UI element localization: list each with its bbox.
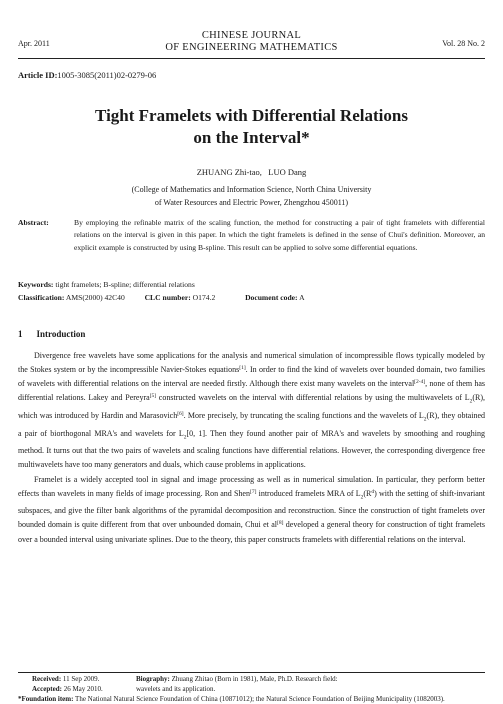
- footnote-row-2: [18, 684, 485, 694]
- text-run: Framelet is a widely accepted tool in signal and image processing as well as in numerical simulation. In particular, they perform better effects than wavelets in many fields of image processing. Ron and Shen: [18, 474, 485, 498]
- received-label: Received:: [32, 675, 62, 683]
- citation[interactable]: [2-4]: [414, 379, 426, 386]
- subscript: 2: [469, 398, 473, 405]
- doc-code-value: A: [299, 293, 305, 302]
- abstract-label: Abstract:: [18, 218, 49, 227]
- title-line1: Tight Framelets with Differential Relations: [95, 106, 408, 125]
- text-run: [0, 1]. Then they found another pair of MRA's and wavelets by smoothing and roughing method. It turns out that the two pairs of wavelets and scaling functions have differential relations. However, the corresponding divergence free multiwavelets have too many generators and duals, which cause problems in applications.: [18, 428, 485, 470]
- article-id-value: 1005-3085(2011)02-0279-06: [57, 70, 157, 80]
- received: [18, 674, 136, 684]
- body-text: [18, 349, 485, 547]
- paper-title: [0, 105, 503, 149]
- text-run: . In order to find the kind of wavelets over bounded domain, two families of wavelets with differential relations on the interval are needed firstly. Although there exist many wavelets on the interval: [18, 365, 486, 389]
- section-title: Introduction: [36, 329, 86, 339]
- section-number: 1: [18, 329, 23, 339]
- text-run: ) with the setting of shift-invariant subspaces, and give the filter bank algorithms of the pyramidal decomposition and reconstruction. Since the construction of tight framelets over bounded domain is quite different from that over unbounded domain, Chui et al: [18, 488, 486, 530]
- text-run: (R: [363, 488, 372, 498]
- accepted-value: 26 May 2010.: [63, 685, 103, 693]
- text-run: , none of them has differential relations. Lakey and Pereyra: [18, 379, 486, 403]
- title-line2: on the Interval*: [193, 128, 310, 147]
- journal-name: [0, 30, 503, 54]
- keywords: [18, 280, 195, 289]
- authors: ZHUANG Zhi-tao, LUO Dang: [196, 167, 307, 177]
- citation[interactable]: [1]: [239, 365, 246, 372]
- citation[interactable]: [5]: [149, 393, 157, 400]
- footnote-row-1: [18, 674, 485, 684]
- biography-continued: wavelets and its application.: [136, 685, 216, 693]
- subscript: 2: [183, 434, 187, 441]
- affiliation-line1: (College of Mathematics and Information Science, North China University: [131, 185, 372, 194]
- citation[interactable]: [6]: [177, 410, 184, 417]
- header-volume: Vol. 28 No. 2: [442, 39, 485, 48]
- text-run: introduced framelets MRA of L: [256, 488, 361, 498]
- abstract: [18, 217, 485, 254]
- text-run: developed a general theory for construction of tight framelets over a bounded interval using univariate splines. Due to the theory, this paper constructs framelets with differential relations on the interval.: [18, 520, 485, 544]
- biography-value: Zhuang Zhitao (Born in 1981), Male, Ph.D. Research field:: [171, 675, 338, 683]
- text-run: (R), they obtained a pair of biorthogonal MRA's and wavelets for L: [18, 410, 486, 438]
- affiliation: [0, 183, 503, 209]
- keywords-value: tight framelets; B-spline; differential relations: [55, 280, 195, 289]
- foundation-value: The National Natural Science Foundation of China (10871012); the Natural Science Foundation of Beijing Municipality (1082003).: [75, 695, 445, 703]
- accepted: [18, 684, 136, 694]
- header-date: Apr. 2011: [18, 39, 50, 48]
- affiliation-line2: of Water Resources and Electric Power, Zhengzhou 450011): [154, 198, 349, 207]
- abstract-text: By employing the refinable matrix of the scaling function, the method for constructing a pair of tight framelets with differential relations on the interval is given in this paper. In which the tight framelets is defined in the sense of Chui's definition. Moreover, an explicit example is constructed by using B-spline. This result can be applied to solve some differential equations.: [74, 218, 485, 252]
- superscript: d: [371, 488, 375, 495]
- text-run: constructed wavelets on the interval with differential relations by using the multiwavelets of L: [156, 393, 470, 403]
- foundation-label: *Foundation item:: [18, 695, 74, 703]
- journal-name-line2: OF ENGINEERING MATHEMATICS: [165, 42, 338, 53]
- citation[interactable]: [8]: [276, 520, 284, 527]
- subscript: 2: [360, 494, 364, 501]
- accepted-label: Accepted:: [32, 685, 62, 693]
- subscript: 2: [423, 416, 427, 423]
- section-heading: [18, 329, 85, 339]
- classification-value: AMS(2000) 42C40: [65, 293, 125, 302]
- classification-label: Classification:: [18, 293, 65, 302]
- text-run: (R), which was introduced by Hardin and Marasovich: [18, 393, 485, 420]
- paragraph-2: [18, 473, 485, 547]
- keywords-label: Keywords:: [18, 280, 54, 289]
- biography-label: Biography:: [136, 675, 170, 683]
- header-rule: [18, 58, 485, 59]
- classification: [18, 293, 485, 302]
- doc-code-label: Document code:: [245, 293, 298, 302]
- footnotes: [18, 674, 485, 704]
- clc-value: O174.2: [192, 293, 216, 302]
- article-id: [18, 70, 156, 80]
- paragraph-1: [18, 349, 485, 473]
- clc-label: CLC number:: [144, 293, 191, 302]
- citation[interactable]: [7]: [250, 488, 257, 495]
- received-value: 11 Sep 2009.: [62, 675, 100, 683]
- biography: [136, 674, 338, 684]
- footnote-rule: [18, 672, 485, 673]
- text-run: Divergence free wavelets have some applications for the analysis and numerical simulation of incompressible flows typically modeled by the Stokes system or by the incompressible Navier-Stokes equations: [18, 351, 485, 375]
- journal-name-line1: CHINESE JOURNAL: [201, 30, 302, 41]
- article-id-label: Article ID:: [18, 70, 58, 80]
- text-run: . More precisely, by truncating the scaling functions and the wavelets of L: [183, 410, 424, 420]
